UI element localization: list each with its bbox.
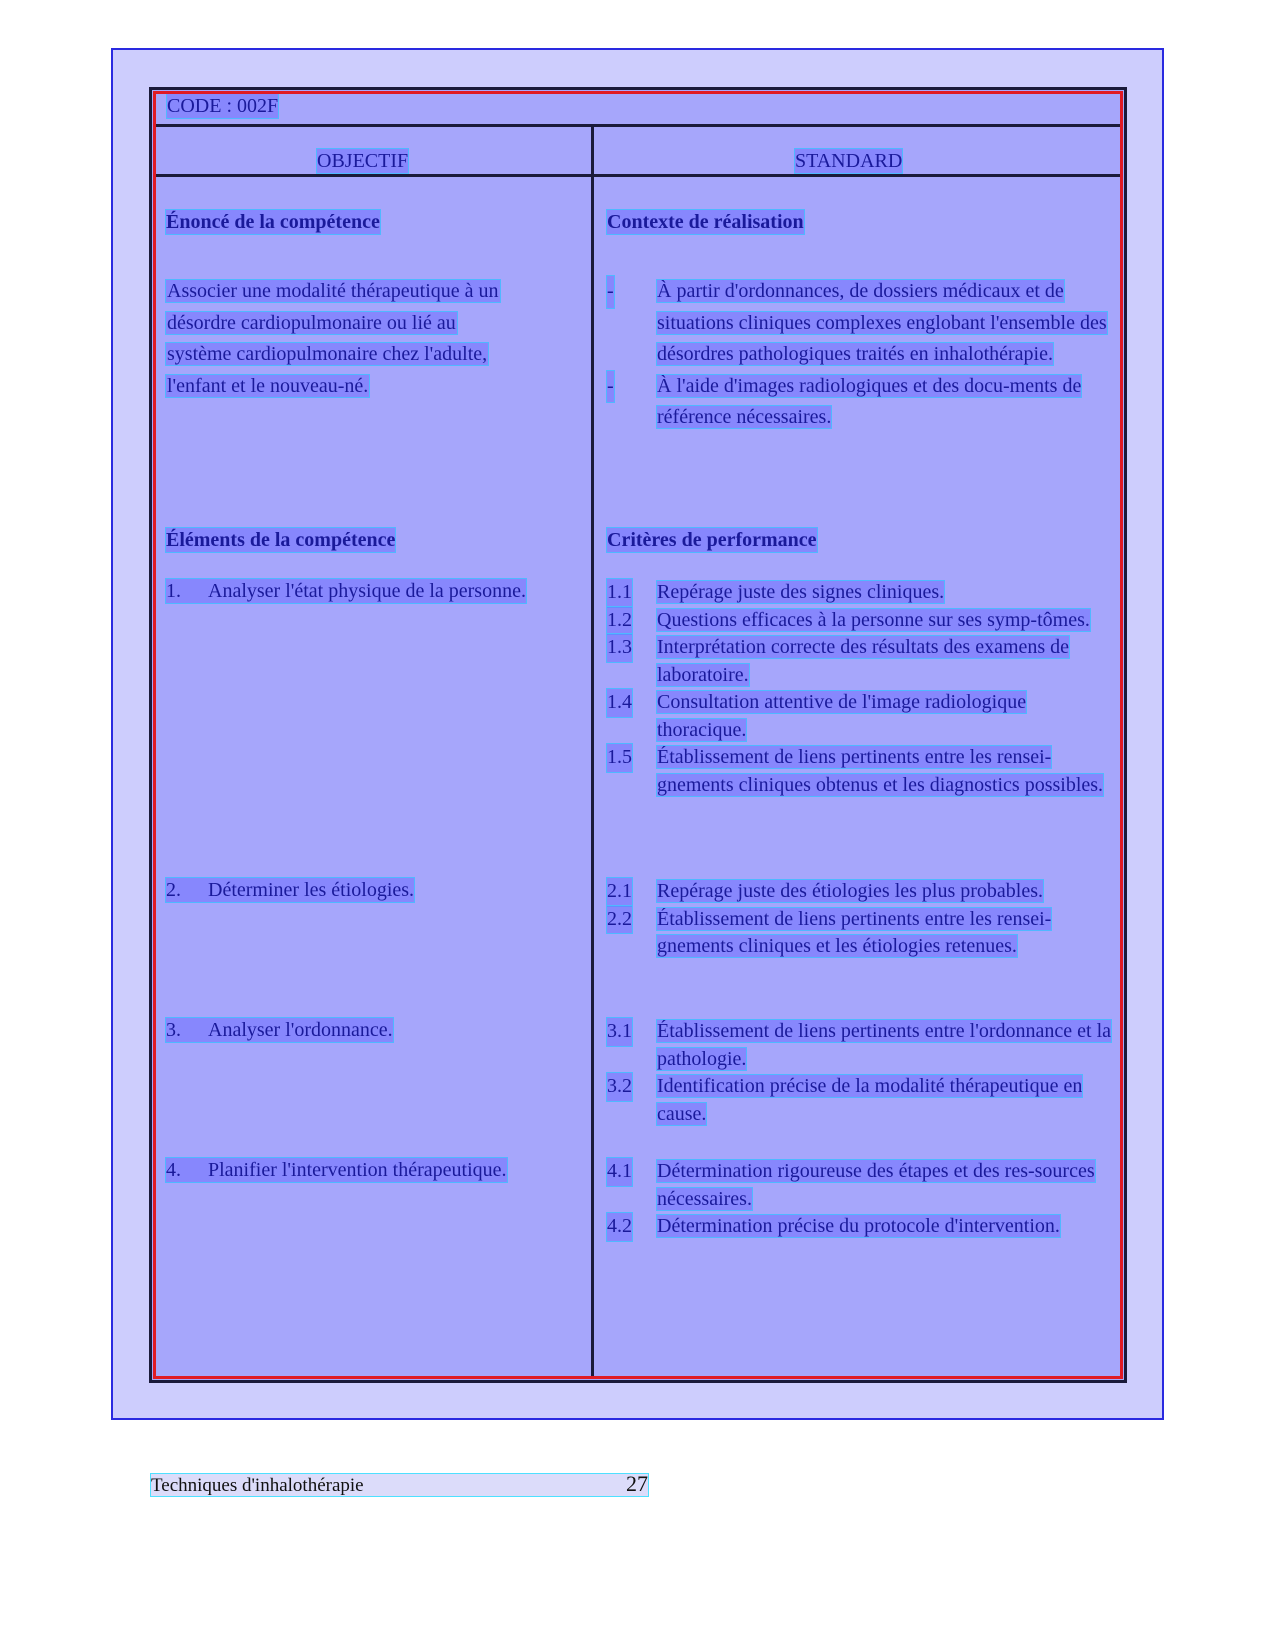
- critere-text: Établissement de liens pertinents entre les rensei-gnements cliniques obtenus et les diagnostics possibles.: [657, 746, 1104, 796]
- page-number: 27: [626, 1471, 648, 1496]
- contexte-title: Contexte de réalisation: [607, 211, 804, 233]
- column-divider: [591, 126, 594, 1376]
- element-number: 4.: [166, 1159, 181, 1181]
- critere-number: 2.1: [607, 878, 632, 906]
- critere-number: 1.3: [607, 634, 632, 662]
- critere-text: Repérage juste des signes cliniques.: [657, 581, 945, 603]
- list-item: [607, 1073, 1117, 1128]
- enonce-line: Associer une modalité thérapeutique à un: [167, 280, 499, 302]
- critere-text: Questions efficaces à la personne sur ses symp-tômes.: [657, 608, 1090, 631]
- competency-table: [149, 87, 1127, 1383]
- elements-title: Éléments de la compétence: [166, 529, 396, 551]
- critere-text: Repérage juste des étiologies les plus probables.: [657, 880, 1044, 902]
- divider: [156, 174, 1120, 177]
- critere-number: 2.2: [607, 906, 632, 934]
- enonce-line: l'enfant et le nouveau-né.: [167, 374, 369, 397]
- enonce-title: Énoncé de la compétence: [166, 211, 380, 233]
- critere-number: 3.1: [607, 1018, 632, 1046]
- critere-number: 4.2: [607, 1213, 632, 1241]
- contexte-text: À l'aide d'images radiologiques et des docu-ments de référence nécessaires.: [657, 374, 1082, 428]
- critere-text: Consultation attentive de l'image radiologique thoracique.: [657, 691, 1027, 741]
- enonce-text: [166, 276, 586, 402]
- critere-text: Détermination rigoureuse des étapes et des res-sources nécessaires.: [657, 1160, 1095, 1210]
- list-item: [607, 1213, 1117, 1241]
- criteres-title: Critères de performance: [607, 529, 817, 551]
- list-item: [607, 878, 1117, 906]
- footer-title: Techniques d'inhalothérapie: [151, 1475, 364, 1496]
- criteres-group-1: [607, 579, 1117, 799]
- critere-number: 1.5: [607, 744, 632, 772]
- page-footer: [151, 1471, 648, 1496]
- criteres-group-4: [607, 1158, 1117, 1241]
- contexte-text: À partir d'ordonnances, de dossiers médicaux et de situations cliniques complexes englobant l'ensemble des désordres pathologiques traités en inhalothérapie.: [657, 280, 1107, 365]
- criteres-group-3: [607, 1018, 1117, 1128]
- list-item: [607, 1158, 1117, 1213]
- element-text: Déterminer les étiologies.: [208, 879, 415, 901]
- list-item: [607, 744, 1117, 799]
- critere-number: 4.1: [607, 1158, 632, 1186]
- list-item: [607, 276, 1117, 371]
- standard-header: STANDARD: [795, 150, 903, 172]
- element-text: Analyser l'état physique de la personne.: [208, 580, 526, 602]
- element-item: [166, 579, 526, 603]
- list-item: [607, 906, 1117, 961]
- critere-text: Interprétation correcte des résultats des examens de laboratoire.: [657, 636, 1070, 686]
- critere-number: 1.1: [607, 579, 632, 607]
- critere-number: 1.2: [607, 607, 632, 635]
- element-number: 1.: [166, 580, 181, 602]
- critere-text: Identification précise de la modalité thérapeutique en cause.: [657, 1075, 1083, 1125]
- critere-text: Établissement de liens pertinents entre l'ordonnance et la pathologie.: [657, 1020, 1112, 1070]
- competency-code: CODE : 002F: [167, 95, 279, 117]
- objectif-header: OBJECTIF: [317, 150, 409, 172]
- divider: [156, 124, 1120, 127]
- list-item: [607, 579, 1117, 607]
- list-item: [607, 689, 1117, 744]
- element-item: [166, 1158, 507, 1182]
- enonce-line: désordre cardiopulmonaire ou lié au: [167, 311, 456, 334]
- bullet-mark: -: [607, 276, 614, 308]
- critere-number: 1.4: [607, 689, 632, 717]
- list-item: [607, 634, 1117, 689]
- element-item: [166, 1018, 393, 1042]
- element-item: [166, 878, 414, 902]
- element-text: Planifier l'intervention thérapeutique.: [208, 1159, 507, 1181]
- criteres-group-2: [607, 878, 1117, 961]
- list-item: [607, 1018, 1117, 1073]
- critere-number: 3.2: [607, 1073, 632, 1101]
- enonce-line: système cardiopulmonaire chez l'adulte,: [167, 343, 488, 365]
- element-text: Analyser l'ordonnance.: [208, 1019, 393, 1041]
- element-number: 3.: [166, 1019, 181, 1041]
- contexte-list: [607, 276, 1117, 434]
- critere-text: Détermination précise du protocole d'intervention.: [657, 1215, 1060, 1237]
- list-item: [607, 607, 1117, 635]
- bullet-mark: -: [607, 371, 614, 403]
- list-item: [607, 371, 1117, 434]
- element-number: 2.: [166, 879, 181, 901]
- critere-text: Établissement de liens pertinents entre les rensei-gnements cliniques et les étiologies retenues.: [657, 907, 1052, 957]
